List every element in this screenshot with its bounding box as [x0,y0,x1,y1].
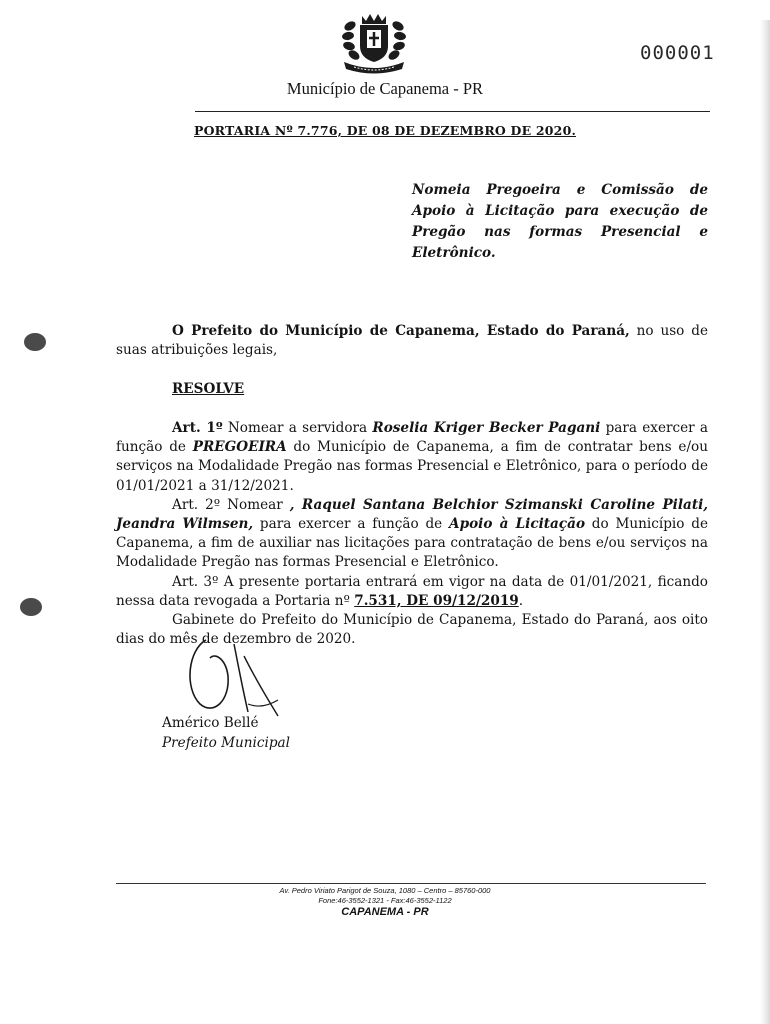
footer-phone: Fone:46-3552-1321 - Fax:46-3552-1122 [318,896,452,905]
signer-name: Américo Bellé [162,715,259,731]
document-summary: Nomeia Pregoeira e Comissão de Apoio à Licitação para execução de Pregão nas formas Presencial e Eletrônico. [412,182,708,261]
article-1-label: Art. 1º [172,420,223,436]
preamble-rest: no uso de suas atribuições legais, [116,323,708,359]
article-1-text-2: para exercer a função de [116,420,708,456]
footer-address: Av. Pedro Viriato Parigot de Souza, 1080 – Centro – 85760-000 [279,886,491,895]
municipal-crest-icon [340,12,408,74]
article-1-appointee: Roselia Kriger Becker Pagani [372,420,601,436]
punch-hole-lower [20,598,42,616]
article-2-appointees: , Raquel Santana Belchior Szimanski Caroline Pilati, Jeandra Wilmsen, [116,496,708,533]
article-2-label: Art. 2º [172,496,221,513]
article-2 [116,496,708,573]
closing-text: Gabinete do Prefeito do Município de Capanema, Estado do Paraná, aos oito dias do mês de dezembro de 2020. [116,612,708,648]
footer-divider [116,883,706,884]
article-3 [116,573,708,611]
resolve-heading: RESOLVE [172,381,245,397]
article-body [116,419,708,649]
article-3-label: Art. 3º [172,573,219,590]
article-3-text-2: . [518,592,524,609]
footer-city: CAPANEMA - PR [341,906,429,918]
punch-hole-upper [24,333,46,351]
municipality-title: Município de Capanema - PR [286,79,484,98]
article-3-text-1: A presente portaria entrará em vigor na data de 01/01/2021, ficando nessa data revogada a Portaria nº [116,573,708,609]
article-1-role: PREGOEIRA [192,439,287,456]
article-1-text-1: Nomear a servidora [222,420,373,436]
document-title: PORTARIA Nº 7.776, DE 08 DE DEZEMBRO DE 2020. [193,123,577,138]
article-2-text-2: para exercer a função de [253,516,450,533]
article-2-text-1: Nomear [220,496,290,513]
article-1 [116,419,708,496]
article-2-role: Apoio à Licitação [449,516,586,533]
revoked-portaria-reference: 7.531, DE 09/12/2019 [354,592,519,609]
signer-role: Prefeito Municipal [162,735,290,751]
page-number-stamp: 000001 [640,42,715,64]
article-1-text-3: do Município de Capanema, a fim de contratar bens e/ou serviços na Modalidade Pregão nas formas Presencial e Eletrônico, para o período de 01/01/2021 a 31/12/2021. [116,439,708,494]
scan-edge-shadow [760,20,770,1024]
header-divider [195,111,710,112]
article-2-text-3: do Município de Capanema, a fim de auxiliar nas licitações para contratação de bens e/ou serviços na Modalidade Pregão nas formas Presencial e Eletrônico. [116,516,709,571]
preamble-paragraph [116,322,708,360]
preamble-subject: O Prefeito do Município de Capanema, Estado do Paraná, [172,323,630,339]
